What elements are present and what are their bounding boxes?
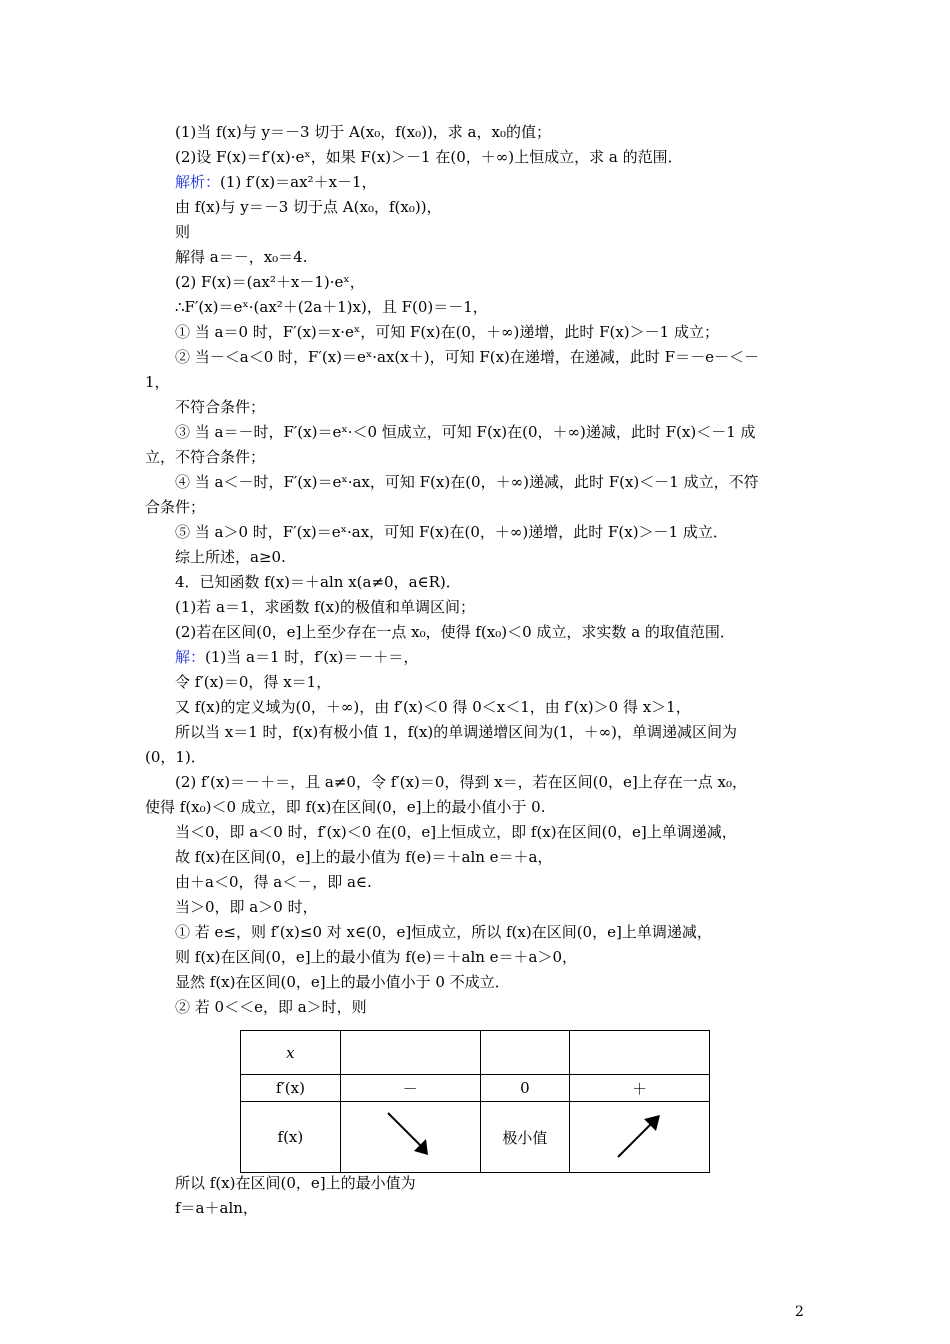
table-cell: ＋ — [570, 1075, 710, 1102]
text-line: 由＋a＜0，得 a＜－，即 a∈. — [175, 873, 372, 891]
decreasing-arrow-icon — [380, 1105, 440, 1165]
text-line — [175, 647, 815, 667]
table-cell: f′(x) — [241, 1075, 341, 1102]
solution-label: 解： — [175, 648, 206, 666]
table-cell: 0 — [480, 1075, 570, 1102]
text-line: (2)若在区间(0，e]上至少存在一点 x₀，使得 f(x₀)＜0 成立，求实数 a 的取值范围． — [175, 623, 735, 641]
text-line: 4．已知函数 f(x)＝＋aln x(a≠0，a∈R)． — [175, 573, 461, 591]
analysis-label: 解析： — [175, 173, 221, 191]
text-line — [175, 172, 815, 192]
text-line: (2) f′(x)＝－＋＝，且 a≠0，令 f′(x)＝0，得到 x＝，若在区间(0，e]上存在一点 x₀， — [175, 773, 747, 791]
table-cell: x — [241, 1031, 341, 1075]
text-line: ⑤ 当 a＞0 时，F′(x)＝eˣ·ax，可知 F(x)在(0，＋∞)递增，此时 F(x)＞－1 成立． — [175, 523, 728, 541]
text-line: 由 f(x)与 y＝－3 切于点 A(x₀，f(x₀))， — [175, 198, 442, 216]
text-line: 所以当 x＝1 时，f(x)有极小值 1，f(x)的单调递增区间为(1，＋∞)，单调递减区间为 — [175, 723, 738, 741]
table-cell: 极小值 — [480, 1102, 570, 1173]
table-row — [241, 1031, 710, 1075]
text-line: (0，1)． — [145, 748, 206, 766]
text-line: 所以 f(x)在区间(0，e]上的最小值为 — [175, 1174, 416, 1192]
text-line: ∴F′(x)＝eˣ·(ax²＋(2a＋1)x)，且 F(0)＝－1， — [175, 298, 488, 316]
text-line: f＝a＋aln， — [175, 1199, 258, 1217]
text-line: 令 f′(x)＝0，得 x＝1， — [175, 673, 332, 691]
text-line: 1， — [145, 373, 170, 391]
page-number: 2 — [795, 1304, 804, 1320]
text-line: 当＞0，即 a＞0 时， — [175, 898, 318, 916]
table-cell — [570, 1031, 710, 1075]
text-line: 故 f(x)在区间(0，e]上的最小值为 f(e)＝＋aln e＝＋a， — [175, 848, 553, 866]
text-line: ③ 当 a＝－时，F′(x)＝eˣ·＜0 恒成立，可知 F(x)在(0，＋∞)递减，此时 F(x)＜－1 成 — [175, 423, 756, 441]
table-row — [241, 1102, 710, 1173]
text-line: (1)若 a＝1，求函数 f(x)的极值和单调区间； — [175, 598, 475, 616]
text-line: 当＜0，即 a＜0 时，f′(x)＜0 在(0，e]上恒成立，即 f(x)在区间(0，e]上单调递减， — [175, 823, 737, 841]
text-line: 又 f(x)的定义域为(0，＋∞)，由 f′(x)＜0 得 0＜x＜1，由 f′(x)＞0 得 x＞1， — [175, 698, 691, 716]
table-cell — [480, 1031, 570, 1075]
text-line: ② 若 0＜＜e，即 a＞时，则 — [175, 998, 367, 1016]
text-line: ① 若 e≤，则 f′(x)≤0 对 x∈(0，e]恒成立，所以 f(x)在区间(0，e]上单调递减， — [175, 923, 712, 941]
text-run: (1)当 a＝1 时，f′(x)＝－＋＝， — [205, 648, 419, 666]
text-line: (2) F(x)＝(ax²＋x－1)·eˣ， — [175, 273, 365, 291]
text-line: 使得 f(x₀)＜0 成立，即 f(x)在区间(0，e]上的最小值小于 0. — [145, 798, 546, 816]
text-line: 综上所述，a≥0. — [175, 548, 286, 566]
text-line: 立，不符合条件； — [145, 448, 266, 466]
text-line: ② 当－＜a＜0 时，F′(x)＝eˣ·ax(x＋)，可知 F(x)在递增，在递减，此时 F＝－e－＜－ — [175, 348, 759, 366]
text-line: 不符合条件； — [175, 398, 266, 416]
text-line: 解得 a＝－，x₀＝4. — [175, 248, 308, 266]
text-line: (2)设 F(x)＝f′(x)·eˣ，如果 F(x)＞－1 在(0，＋∞)上恒成立，求 a 的范围． — [175, 148, 683, 166]
text-line: 则 — [175, 223, 191, 241]
table-cell: f(x) — [241, 1102, 341, 1173]
table-cell — [340, 1102, 480, 1173]
table-cell: － — [340, 1075, 480, 1102]
table-cell — [340, 1031, 480, 1075]
text-line: 合条件； — [145, 498, 206, 516]
table-cell — [570, 1102, 710, 1173]
variation-table — [240, 1030, 710, 1173]
table-row — [241, 1075, 710, 1102]
text-line: 则 f(x)在区间(0，e]上的最小值为 f(e)＝＋aln e＝＋a＞0， — [175, 948, 578, 966]
increasing-arrow-icon — [610, 1105, 670, 1165]
text-line: 显然 f(x)在区间(0，e]上的最小值小于 0 不成立． — [175, 973, 510, 991]
text-line: ① 当 a＝0 时，F′(x)＝x·eˣ，可知 F(x)在(0，＋∞)递增，此时 F(x)＞－1 成立； — [175, 323, 719, 341]
text-line: (1)当 f(x)与 y＝－3 切于 A(x₀，f(x₀))，求 a，x₀的值； — [175, 123, 551, 141]
text-line: ④ 当 a＜－时，F′(x)＝eˣ·ax，可知 F(x)在(0，＋∞)递减，此时 F(x)＜－1 成立，不符 — [175, 473, 759, 491]
text-run: (1) f′(x)＝ax²＋x－1， — [220, 173, 377, 191]
